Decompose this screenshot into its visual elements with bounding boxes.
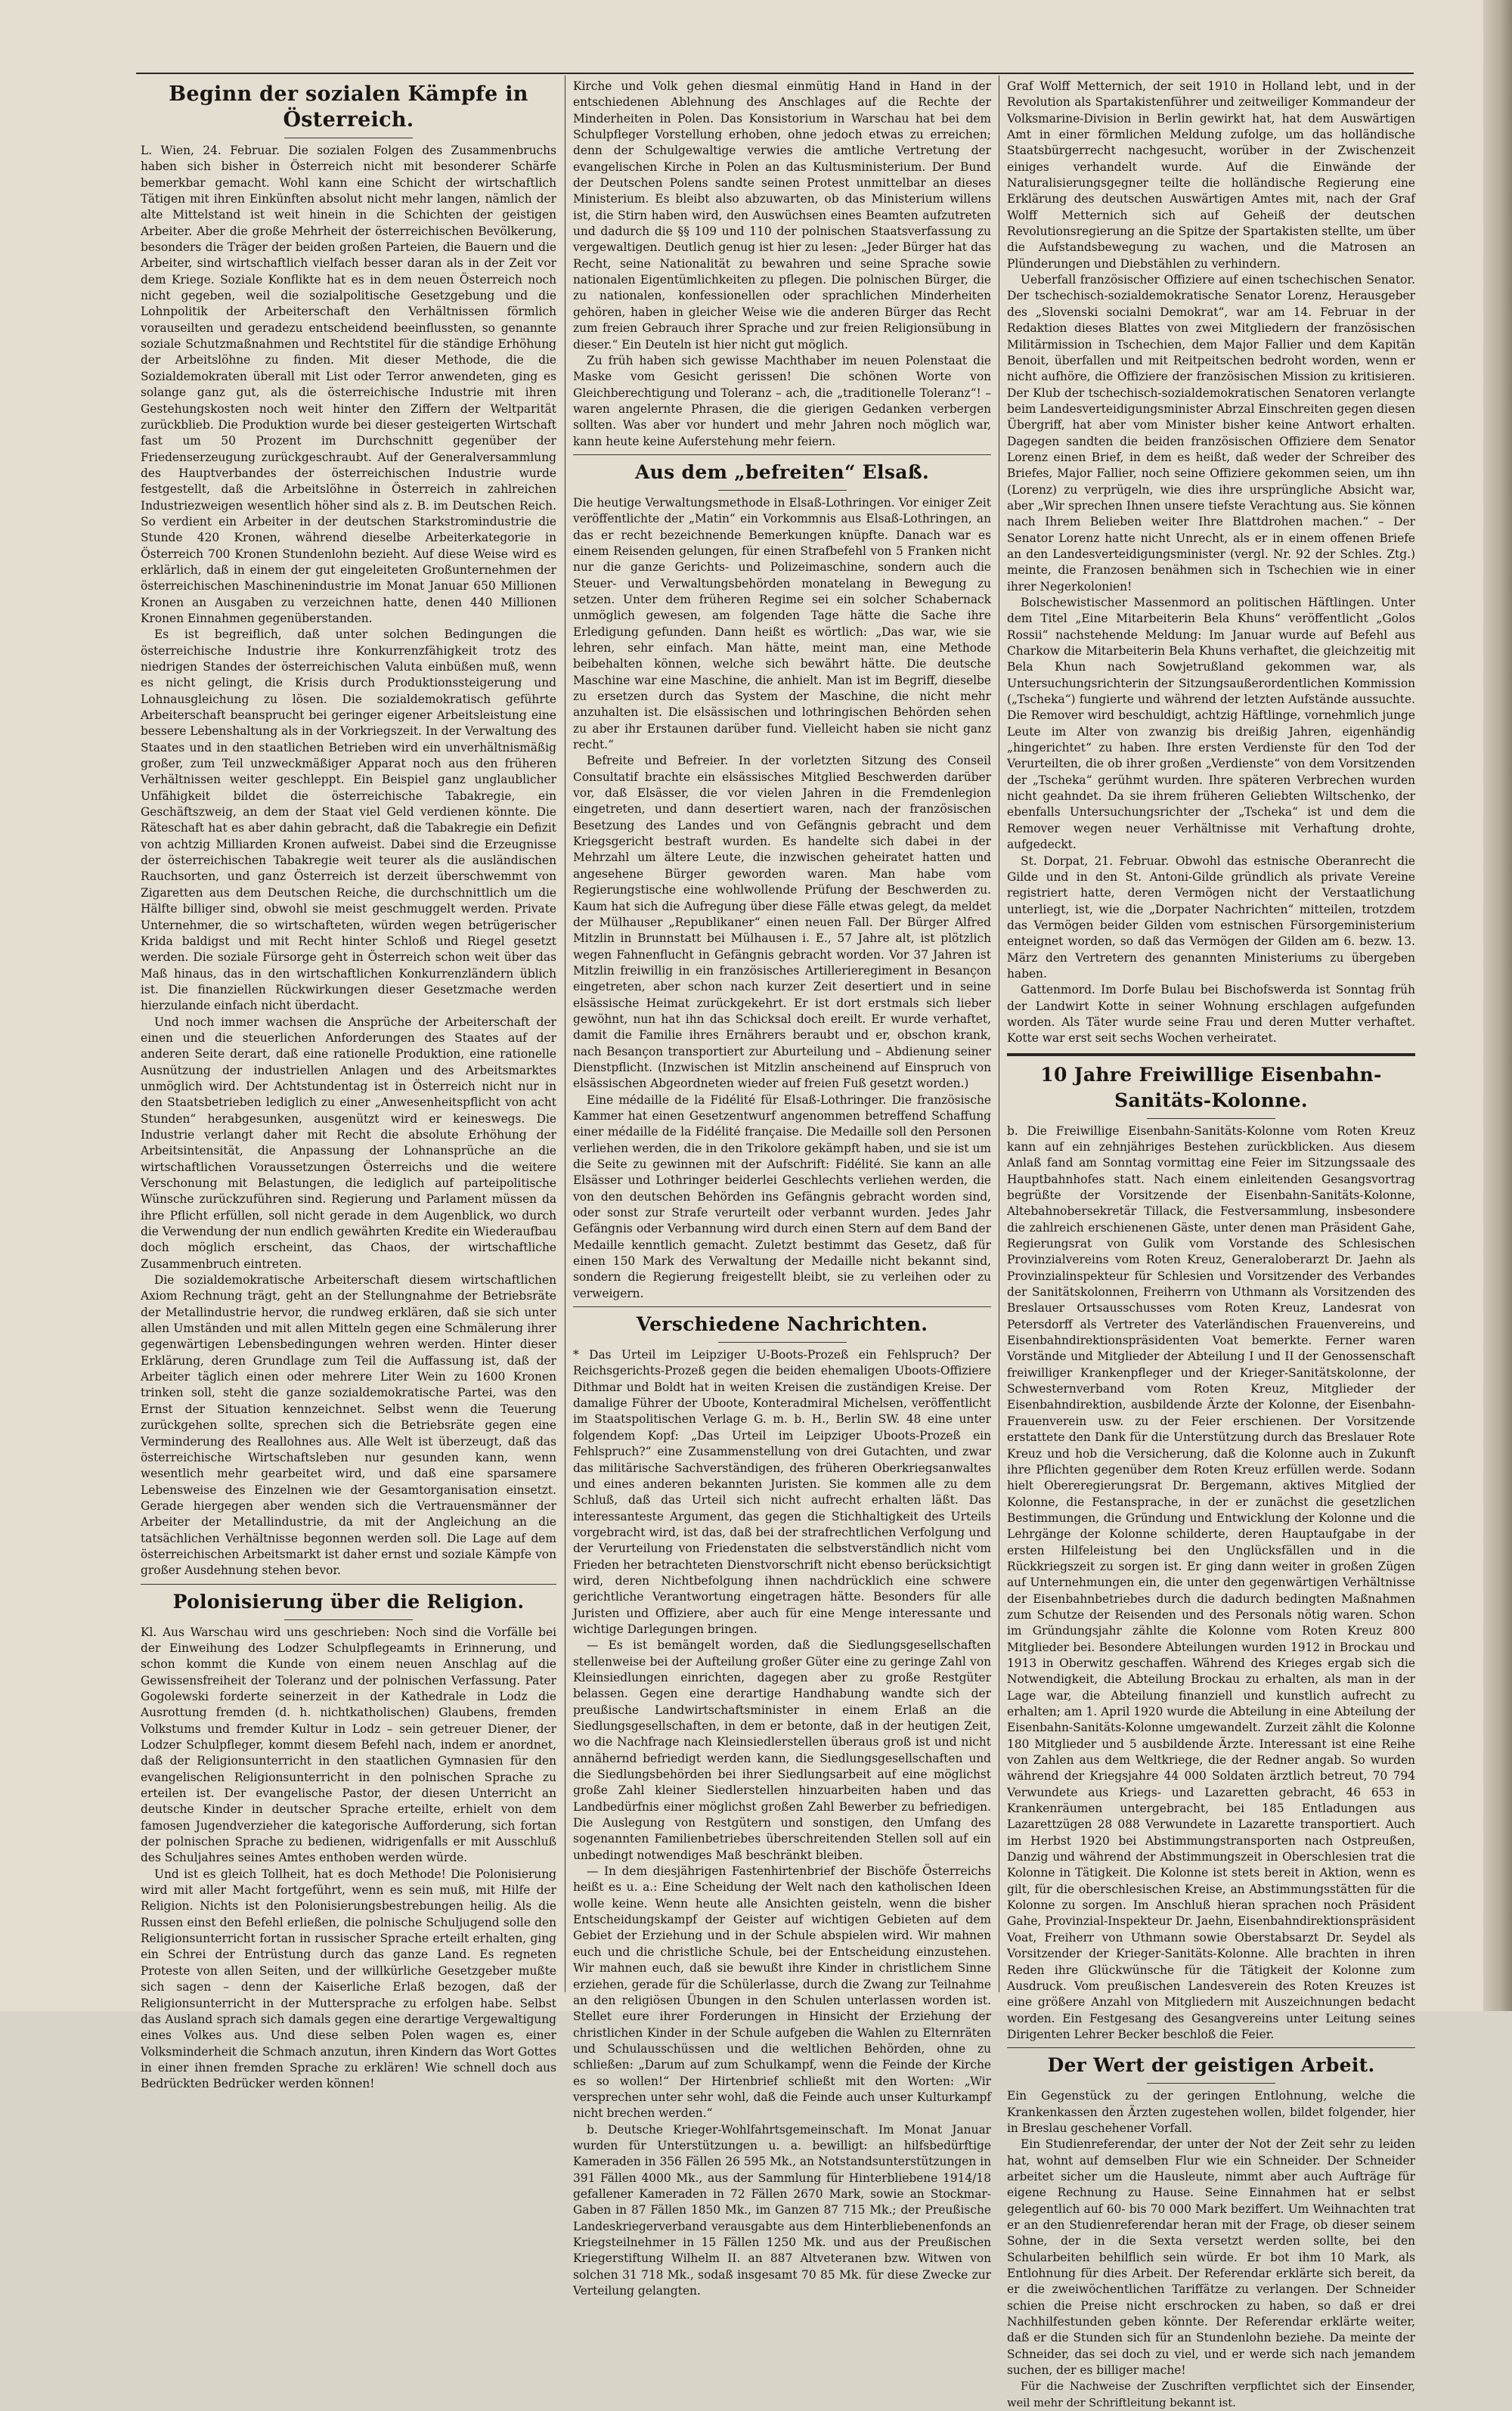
- article-divider: [141, 1584, 556, 1585]
- article-divider: [573, 454, 991, 455]
- top-rule: [136, 73, 1414, 74]
- column-2: [573, 79, 991, 2298]
- article-paragraph: Es ist begreiflich, daß unter solchen Bedingungen die österreichische Industrie ihre Konkurrenzfähigkeit trotz des niedrigen Standes der österreichischen Valuta einbüßen muß, wenn es nicht gelingt, die Krisis durch Produktionssteigerung und Lohnausgleichung zu lösen. Die sozialdemokratisch geführte Arbeiterschaft beansprucht bei geringer eigener Arbeitsleistung eine bessere Lebenshaltung als in der Vorkriegszeit. In der Verwaltung des Staates und in den staatlichen Betrieben wird ein unverhältnismäßig großer, zum Teil unzweckmäßiger Apparat noch aus den früheren Verhältnissen weiter geschleppt. Ein Beispiel ganz unglaublicher Unfähigkeit bildet die österreichische Tabakregie, ein Geschäftszweig, an dem der Staat viel Geld verdienen könnte. Die Räteschaft hat es aber dahin gebracht, daß die Tabakregie ein Defizit von achtzig Milliarden Kronen aufweist. Dabei sind die Erzeugnisse der österreichischen Tabakregie weit teurer als die ausländischen Rauchsorten, und ganz Österreich ist derzeit überschwemmt von Zigaretten aus dem Deutschen Reiche, die durchschnittlich um die Hälfte billiger sind, obwohl sie meist geschmuggelt werden. Private Unternehmer, die so wirtschafteten, würden wegen betrügerischer Krida baldigst und mit Recht hinter Schloß und Riegel gesetzt werden. Die soziale Fürsorge geht in Österreich schon weit über das Maß hinaus, das in den wirtschaftlichen Konkurrenzländern üblich ist. Die finanziellen Rückwirkungen dieser Gesetzmache werden hierzulande einfach nicht überdacht.: [141, 628, 556, 1013]
- article-paragraph: b. Deutsche Krieger-Wohlfahrtsgemeinschaft. Im Monat Januar wurden für Unterstützungen u. a. bewilligt: an hilfsbedürftige Kameraden in 356 Fällen 26 595 Mk., an Notstandsunterstützungen in 391 Fällen 4000 Mk., aus der Sammlung für Hinterbliebene 1914/18 gefallener Kameraden in 72 Fällen 2670 Mark, sowie an Stockmar-Gaben in 87 Fällen 1850 Mk., im Ganzen 87 715 Mk.; der Preußische Landeskriegerverband verausgabte aus dem Hinterbliebenenfonds an Kriegsteilnehmer in 15 Fällen 1250 Mk. und aus der Preußischen Kriegerstiftung Wilhelm II. an 887 Altveteranen bzw. Witwen von solchen 31 718 Mk., sodaß insgesamt 70 85 Mk. für diese Zwecke zur Verteilung gelangten.: [573, 2122, 991, 2298]
- article-paragraph: Ueberfall französischer Offiziere auf einen tschechischen Senator. Der tschechisch-sozialdemokratische Senator Lorenz, Herausgeber des „Slovenski socialni Demokrat“, war am 14. Februar in der Redaktion dieses Blattes von zwei Mitgliedern der französischen Militärmission in Tschechien, dem Major Fallier und dem Kapitän Benoit, überfallen und mit Reitpeitschen bedroht worden, wenn er nicht aufhöre, die Offiziere der französischen Mission zu kritisieren. Der Klub der tschechisch-sozialdemokratischen Senatoren verlangte beim Landesverteidigungsminister Abrzal Einschreiten gegen diesen Übergriff, hat aber vom Minister bisher keine Antwort erhalten. Dagegen sandten die beiden französischen Offiziere dem Senator Lorenz einen Brief, in dem es heißt, daß weder der Schreiber des Briefes, Major Fallier, noch seine Offiziere gekommen seien, um ihn (Lorenz) zu verprügeln, wie dies ihre ursprüngliche Absicht war, aber „Wir sprechen Ihnen unsere tiefste Verachtung aus. Sie können nach Ihrem Belieben weiter Ihre Blattdrohen machen.“ – Der Senator Lorenz hatte nicht Unrecht, als er in einem offenen Briefe an den Landesverteidigungsminister (vergl. Nr. 92 der Schles. Ztg.) meinte, die Franzosen benähmen sich in Tschechien wie in einer ihrer Negerkolonien!: [1007, 273, 1415, 593]
- article-paragraph: Kirche und Volk gehen diesmal einmütig Hand in Hand in der entschiedenen Ablehnung des Anschlages auf die Rechte der Minderheiten in Polen. Das Konsistorium in Warschau hat bei dem Schulpfleger Vorstellung erhoben, ohne jedoch etwas zu erreichen; denn der Schulgewaltige verwies die amtliche Vertretung der evangelischen Kirche in Polen an das Kultusministerium. Der Bund der Deutschen Polens sandte seinen Protest unmittelbar an dieses Ministerium. Es bleibt also abzuwarten, ob das Ministerium willens ist, die Stirn haben wird, den Auswüchsen eines Beamten aufzutreten und dadurch die §§ 109 und 110 der polnischen Staatsverfassung zu vergewaltigen. Deutlich genug ist hier zu lesen: „Jeder Bürger hat das Recht, seine Nationalität zu bewahren und seine Sprache sowie nationalen Eigentümlichkeiten zu pflegen. Die polnischen Bürger, die zu nationalen, konfessionellen oder sprachlichen Minderheiten gehören, haben in gleicher Weise wie die anderen Bürger das Recht zum freien Gebrauch ihrer Sprache und zur freien Religionsübung in dieser.“ Ein Deuteln ist hier nicht gut möglich.: [573, 79, 991, 352]
- article-title-sanitary-column: 10 Jahre Freiwillige Eisenbahn-Sanitäts-Kolonne.: [1040, 1063, 1382, 1111]
- title-rule: [718, 1342, 847, 1343]
- article-paragraph: b. Die Freiwillige Eisenbahn-Sanitäts-Kolonne vom Roten Kreuz kann auf ein zehnjähriges Bestehen zurückblicken. Aus diesem Anlaß fand am Sonntag vormittag eine Feier im Sitzungssaale des Hauptbahnhofes statt. Nach einem einleitenden Gesangsvortrag begrüßte der Vorsitzende der Eisenbahn-Sanitäts-Kolonne, Altebahnobersekretär Tillack, die Festversammlung, insbesondere die zahlreich erschienenen Gäste, unter denen man Präsident Gahe, Regierungsrat von Gulik vom Vorstande des Schlesischen Provinzialvereins vom Roten Kreuz, Generaloberarzt Dr. Jaehn als Provinzialinspekteur für Schlesien und Vorsitzender des Verbandes der Sanitätskolonnen, Freiherrn von Uthmann als Vorsitzenden des Breslauer Ortsausschusses vom Roten Kreuz, Landesrat von Petersdorff als Vertreter des Vaterländischen Frauenvereins, und Eisenbahndirektionspräsidenten Voat bemerkte. Ferner waren Vorstände und Mitglieder der Abteilung I und II der Genossenschaft freiwilliger Krankenpfleger und der Krieger-Sanitätskolonne, der Schwesternverband vom Roten Kreuz, Mitglieder der Eisenbahndirektion, ausbildende Ärzte der Kolonne, der Eisenbahn-Frauenverein usw. zu der Feier erschienen. Der Vorsitzende erstattete den Dank für die Unterstützung durch das Breslauer Rote Kreuz und hob die Versicherung, daß die Kolonne auch in Zukunft ihre Pflichten gegenüber dem Roten Kreuz erfüllen werde. Sodann hielt Obereregierungsrat Dr. Bergemann, aktives Mitglied der Kolonne, die Festansprache, in der er zunächst die gesetzlichen Bestimmungen, die Gründung und Entwicklung der Kolonne und die Lehrgänge der Kolonne schilderte, deren Hauptaufgabe in der ersten Hilfeleistung bei den Unglücksfällen und in die Rückkriegszeit zu sorgen ist. Er ging dann weiter in großen Zügen auf Unternehmungen ein, die unter den gegenwärtigen Verhältnisse der Eisenbahnbetriebes durch die dadurch bedingten Maßnahmen zum Schutze der Reisenden und des Personals nötig waren. Schon im Gründungsjahr zählte die Kolonne vom Roten Kreuz 800 Mitglieder bei. Besondere Abteilungen wurden 1912 in Brockau und 1913 in Oberwitz geschaffen. Während des Krieges ergab sich die Notwendigkeit, die Abteilung Brockau zu erhalten, als man in der Lage war, die Abteilung finanziell und kunstlich aufrecht zu erhalten; am 1. April 1920 wurde die Abteilung in eine Abteilung der Eisenbahn-Sanitäts-Kolonne umgewandelt. Zurzeit zählt die Kolonne 180 Mitglieder und 5 ausbildende Ärzte. Interessant ist eine Reihe von Zahlen aus dem Weltkriege, die der Redner angab. So wurden während der Kriegsjahre 44 000 Soldaten ärztlich betreut, 70 794 Verwundete aus Kriegs- und Lazaretten gebracht, 46 653 in Krankenräumen untergebracht, bei 185 Entladungen aus Lazarettzügen 28 088 Verwundete in Lazarette transportiert. Auch im Herbst 1920 bei Abstimmungstransporten nach Ostpreußen, Danzig und während der Abstimmungszeit in Oberschlesien trat die Kolonne in Tätigkeit. Die Kolonne ist stets bereit in Aktion, wenn es gilt, für die oberschlesischen Kreise, an Abstimmungsstätten für die Kolonne zu sorgen. Im Anschluß hieran sprachen noch Präsident Gahe, Provinzial-Inspekteur Dr. Jaehn, Eisenbahndirektionspräsident Voat, Freiherr von Uthmann sowie Oberstabsarzt Dr. Seydel als Vorsitzender der Krieger-Sanitäts-Kolonne. Alle brachten in ihren Reden ihre Glückwünsche für die Tätigkeit der Kolonne zum Ausdruck. Vom preußischen Landesverein des Roten Kreuzes ist eine größere Anzahl von Mitgliedern mit Auszeichnungen bedacht worden. Ein Festgesang des Gesangvereins unter Leitung seines Dirigenten Lehrer Becker beschloß die Feier.: [1007, 1123, 1415, 2041]
- article-title-intellectual-work: Der Wert der geistigen Arbeit.: [1047, 2054, 1375, 2077]
- article-paragraph: Ein Gegenstück zu der geringen Entlohnung, welche die Krankenkassen den Ärzten zugestehen wollen, bildet folgender, hier in Breslau geschehener Vorfall.: [1007, 2089, 1415, 2135]
- article-paragraph: Die heutige Verwaltungsmethode in Elsaß-Lothringen. Vor einiger Zeit veröffentlichte der „Matin“ ein Vorkommnis aus Elsaß-Lothringen, an das er recht bezeichnende Bemerkungen knüpfte. Danach war es einem Reisenden gelungen, für einen Strafbefehl von 5 Franken nicht nur die ganze Gerichts- und Polizeimaschine, sondern auch die Steuer- und Verwaltungsbehörden monatelang in Bewegung zu setzen. Unter dem früheren Regime sei ein solcher Schabernack unmöglich gewesen, am folgenden Tage hätte die Sache ihre Erledigung gefunden. Dann heißt es wörtlich: „Das war, wie sie lehren, sehr einfach. Man hätte, meint man, eine Methode beibehalten können, welche sich bewährt hätte. Die deutsche Maschine war eine Maschine, die anhielt. Man ist im Begriff, dieselbe zu ersetzen durch das System der Maschine, die nicht mehr anzuhalten ist. Die elsässischen und lothringischen Behörden sehen zu aber ihr Erstaunen darüber fund. Vielleicht haben sie nicht ganz recht.“: [573, 495, 991, 752]
- column-1: [141, 79, 556, 2091]
- title-rule: [1147, 2083, 1275, 2084]
- article-paragraph: L. Wien, 24. Februar. Die sozialen Folgen des Zusammenbruchs haben sich bisher in Österreich nicht mit besonderer Schärfe bemerkbar gemacht. Wohl kann eine Schicht der wirtschaftlich Tätigen mit ihren Einkünften absolut nicht mehr langen, nämlich der alte Mittelstand ist weit hinein in die Schichten der geistigen Arbeiter. Aber die große Mehrheit der österreichischen Bevölkerung, besonders die Träger der beiden großen Parteien, die Bauern und die Arbeiter, sind wirtschaftlich vielfach besser daran als in der Zeit vor dem Kriege. Soziale Konflikte hat es in dem neuen Österreich noch nicht gegeben, weil die sozialpolitische Gesetzgebung und die Lohnpolitik der Arbeiterschaft den Verhältnissen förmlich vorauseilten und geradezu entscheidend beeinflussten, so genannte soziale Schutzmaßnahmen und Rechtstitel für die ständige Erhöhung der Arbeitslöhne zu finden. Mit dieser Methode, die die Sozialdemokraten überall mit List oder Terror anwendeten, ging es solange ganz gut, als die österreichische Industrie mit ihren Gestehungskosten noch weit hinter den Ziffern der Weltparität zurückblieb. Die Produktion wurde bei dieser gesteigerten Wirtschaft fast um 50 Prozent im Durchschnitt gegenüber der Friedenserzeugung zurückgeschraubt. Auf der Generalversammlung des Hauptverbandes der österreichischen Industrie wurde festgestellt, daß die Arbeitslöhne in Österreich in zahlreichen Industriezweigen wesentlich höher sind als z. B. im Deutschen Reich. So verdient ein Arbeiter in der deutschen Starkstromindustrie die Stunde 420 Kronen, während dieselbe Arbeiterkategorie in Österreich 700 Kronen Stundenlohn bezieht. Auf diese Weise wird es erklärlich, daß in einem der gut eingeleiteten Großunternehmen der österreichischen Maschinenindustrie im Monat Januar 650 Millionen Kronen an Ausgaben zu verzeichnen hatte, denen 440 Millionen Kronen Einnahmen gegenüberstanden.: [141, 144, 556, 625]
- article-paragraph: Eine médaille de la Fidélité für Elsaß-Lothringer. Die französische Kammer hat einen Gesetzentwurf angenommen betreffend Schaffung einer médaille de la Fidélité française. Die Medaille soll den Personen verliehen werden, die in den Trikolore gekämpft haben, und sie ist um die Seite zu gewinnen mit der Aufschrift: Fidélité. Sie kann an alle Elsässer und Lothringer beiderlei Geschlechts verliehen werden, die von den deutschen Behörden ins Gefängnis gebracht worden sind, oder sonst zur Strafe verurteilt oder verbannt wurden. Jedes Jahr Gefängnis oder Verbannung wird durch einen Stern auf dem Band der Medaille kenntlich gemacht. Zuletzt bestimmt das Gesetz, daß für einen 150 Mark des Verwaltung der Medaille nicht bekannt sind, sondern die Regierung freigestellt bleibt, sie zu verleihen oder zu verweigern.: [573, 1092, 991, 1300]
- article-paragraph: * Das Urteil im Leipziger U-Boots-Prozeß ein Fehlspruch? Der Reichsgerichts-Prozeß gegen die beiden ehemaligen Uboots-Offiziere Dithmar und Boldt hat in weiten Kreisen die zuständigen Kreise. Der damalige Führer der Uboote, Konteradmiral Michelsen, veröffentlicht im Staatspolitischen Verlage G. m. b. H., Berlin SW. 48 eine unter folgendem Kopf: „Das Urteil im Leipziger Uboots-Prozeß ein Fehlspruch?“ eine Zusammenstellung von drei Gutachten, und zwar das militärische Sachverständigen, des früheren Oberkriegsanwaltes und eines anderen bekannten Juristen. Sie kommen alle zu dem Schluß, daß das Urteil sich nicht aufrecht erhalten läßt. Das interessanteste Argument, das gegen die Stichhaltigkeit des Urteils vorgebracht wird, ist das, daß bei der strafrechtlichen Verfolgung und der Verurteilung von Friedenstaten die selbstverständlich nicht vom Frieden her betrachteten Dienstvorschrift nicht ebenso berücksichtigt wird, deren Nichtbefolgung ihnen nachdrücklich eine schwere gerichtliche Verantwortung eingetragen hätte. Besonders für alle Juristen und Offiziere, aber auch für eine Menge interessante und wichtige Darlegungen bringen.: [573, 1348, 991, 1636]
- article-footnote: Für die Nachweise der Zuschriften verpflichtet sich der Einsender, weil mehr der Schriftleitung bekannt ist.: [1007, 2380, 1415, 2409]
- column-3: [1007, 79, 1415, 2409]
- title-rule: [284, 1619, 413, 1620]
- article-title-alsace: Aus dem „befreiten“ Elsaß.: [634, 460, 930, 483]
- article-title-polonization: Polonisierung über die Religion.: [172, 1590, 525, 1613]
- article-divider: [573, 1306, 991, 1307]
- title-rule: [718, 490, 847, 491]
- article-paragraph: Und ist es gleich Tollheit, hat es doch Methode! Die Polonisierung wird mit aller Macht fortgeführt, wenn es sein muß, mit Hilfe der Religion. Nichts ist den Polonisierungsbestrebungen heilig. Als die Russen einst den Befehl erließen, die polnische Schuljugend solle den Religionsunterricht fortan in russischer Sprache erteilt erhalten, ging ein Schrei der Entrüstung durch das ganze Land. Es regneten Proteste von allen Seiten, und der willkürliche Gesetzgeber mußte sich sagen – denn der Kaiserliche Erlaß bezogen, daß der Religionsunterricht in der Muttersprache zu erfolgen habe. Selbst das Ausland sprach sich damals gegen eine derartige Vergewaltigung eines Volkes aus. Und diese selben Polen wagen es, einer Volksminderheit die Schmach anzutun, ihren Kindern das Wort Gottes in einer ihnen fremden Sprache zu erklären! Wie schnell doch aus Bedrückten Bedrücker werden können!: [141, 1867, 556, 2091]
- article-paragraph: Bolschewistischer Massenmord an politischen Häftlingen. Unter dem Titel „Eine Mitarbeiterin Bela Khuns“ veröffentlicht „Golos Rossii“ nachstehende Meldung: Im Januar wurde auf Befehl aus Charkow die Mitarbeiterin Bela Khuns verhaftet, die gleichzeitig mit Bela Khun nach Sowjetrußland gekommen war, als Untersuchungsrichterin der Sitzungsaußerordentlichen Kommission („Tscheka“) fungierte und während der letzten Aufstände aussuchte. Die Remover wird beschuldigt, achtzig Häftlinge, vornehmlich junge Leute im Alter von zwanzig bis dreißig Jahren, eigenhändig „hingerichtet“ zu haben. Ihre ersten Verdienste für den Tod der Verurteilten, die ob ihrer großen „Verdienste“ von dem Vorsitzenden der „Tscheka“ gerühmt wurden. Ihre späteren Verbrechen wurden nicht geahndet. Da sie ihrem früheren Geliebten Wiltschenko, der ebenfalls Untersuchungsrichter der „Tscheka“ ist und dem die Remover wegen neuer Verhältnisse mit Verhaftung drohte, aufgedeckt.: [1007, 596, 1415, 852]
- article-paragraph: — In dem diesjährigen Fastenhirtenbrief der Bischöfe Österreichs heißt es u. a.: Eine Scheidung der Welt nach den katholischen Ideen wolle keine. Wenn heute alle Ansichten geisteln, wenn die bisher Entscheidungskampf der Geister auf wichtigen Gebieten auf dem Gebiet der Erziehung und in der Schule abspielen wird. Wir mahnen euch und die christliche Schule, bei der Entscheidung einzustehen. Wir mahnen euch, daß sie bewußt ihre Kinder in christlichem Sinne erziehen, gerade für die Schülerlasse, durch die Zwang zur Teilnahme an den religiösen Übungen in den Schulen unterlassen worden ist. Stellet eure ihrer Forderungen in Hinsicht der Erziehung der christlichen Kinder in der Schule aufgeben die Wahlen zu Elternräten und Schulausschüssen und die weltlichen Behörden, ohne zu schließen: „Darum auf zum Schulkampf, wenn die Feinde der Kirche es so wollen!“ Der Hirtenbrief schließt mit den Worten: „Wir versprechen unter sehr wohl, daß die Feinde auch unser Kulturkampf nicht brechen werden.“: [573, 1864, 991, 2121]
- article-paragraph: Befreite und Befreier. In der vorletzten Sitzung des Conseil Consultatif brachte ein elsässisches Mitglied Beschwerden darüber vor, daß Elsässer, die vor vielen Jahren in die Fremdenlegion eingetreten, und dann desertiert waren, nach der französischen Besetzung des Landes und von Gefängnis gebracht und dem Kriegsgericht bestraft wurden. Es handelte sich dabei in der Mehrzahl um ältere Leute, die inzwischen geheiratet hatten und angesehene Bürger geworden waren. Man habe vom Regierungstische eine wohlwollende Prüfung der Beschwerden zu. Kaum hat sich die Aufregung über diese Fälle etwas gelegt, da meldet der Mülhauser „Republikaner“ einen neuen Fall. Der Bürger Alfred Mitzlin in Brunnstatt bei Mülhausen i. E., 57 Jahre alt, ist plötzlich wegen Fahnenflucht in Gefängnis gebracht worden. Vor 37 Jahren ist Mitzlin freiwillig in ein französisches Artillerieregiment in Besançon eingetreten, aber schon nach kurzer Zeit desertiert und in seine elsässische Heimat zurückgekehrt. Er ist dort erstmals sich lieber gewöhnt, nun hat ihn das Schicksal doch ereilt. Er wurde verhaftet, damit die Familie ihres Ernährers beraubt und er, obschon krank, nach Besançon transportiert zur Aburteilung und – Abdienung seiner Dienstpflicht. (Inzwischen ist Mitzlin anscheinend auf Einspruch von elsässischen Abgeordneten wieder auf freien Fuß gesetzt worden.): [573, 754, 991, 1091]
- article-paragraph: Zu früh haben sich gewisse Machthaber im neuen Polenstaat die Maske vom Gesicht gerissen! Die schönen Worte von Gleichberechtigung und Toleranz – ach, die „traditionelle Toleranz“! – waren angelernte Phrasen, die die gierigen Gedanken verbergen sollten. Was aber vor hundert und mehr Jahren noch möglich war, kann heute keine Auferstehung mehr feiern.: [573, 353, 991, 448]
- article-paragraph: Und noch immer wachsen die Ansprüche der Arbeiterschaft der einen und die steuerlichen Anforderungen des Staates auf der anderen Seite derart, daß eine rationelle Produktion, eine rationelle Ausnützung der industriellen Anlagen und des Arbeitsmarktes unmöglich wird. Der Achtstundentag ist in Österreich nicht nur in den Staatsbetrieben lediglich zu einer „Anwesenheitspflicht von acht Stunden“ herabgesunken, ausgenützt wird er keineswegs. Die Industrie verlangt daher mit Recht die absolute Erhöhung der Arbeitsintensität, die Anpassung der Lohnansprüche an die wirtschaftlichen Voraussetzungen Österreichs und die weitere Verschonung mit Belastungen, die lediglich auf parteipolitische Wünsche zurückzuführen sind. Regierung und Parlament müssen da ihre Pflicht erfüllen, soll nicht gerade in dem Augenblick, wo durch die Verwendung der nun endlich gewährten Kredite ein Wiederaufbau doch möglich erscheint, das Chaos, der wirtschaftliche Zusammenbruch eintreten.: [141, 1015, 556, 1271]
- article-paragraph: Graf Wolff Metternich, der seit 1910 in Holland lebt, und in der Revolution als Spartakistenführer und zeitweiliger Kommandeur der Volksmarine-Division in Berlin gewirkt hat, hat dem Auswärtigen Amt in einer förmlichen Meldung zufolge, um das holländische Staatsbürgerrecht nachgesucht, worüber in der Zwischenzeit einiges verhandelt wurde. Auf die Einwände der Naturalisierungsgegner teilte die holländische Regierung eine Erklärung des deutschen Auswärtigen Amtes mit, nach der Graf Wolff Metternich sich auf Geheiß der deutschen Revolutionsregierung an die Spitze der Spartakisten stellte, um über die Aufstandsbewegung zu wachen, und die Matrosen an Plünderungen und Diebstählen zu verhindern.: [1007, 79, 1415, 271]
- article-paragraph: — Es ist bemängelt worden, daß die Siedlungsgesellschaften stellenweise bei der Aufteilung großer Güter eine zu geringe Zahl von Kleinsiedlungen einrichten, dagegen aber zu große Restgüter belassen. Gegen eine derartige Handhabung wandte sich der preußische Landwirtschaftsminister in einem Erlaß an die Siedlungsgesellschaften, in dem er betonte, daß in der heutigen Zeit, wo die Nachfrage nach Kleinsiedlerstellen überaus groß ist und nicht annähernd befriedigt werden kann, die Siedlungsgesellschaften und die Siedlungsbehörden bei ihrer Siedlungsarbeit auf eine möglichst große Zahl kleiner Siedlerstellen hinzuarbeiten haben und das Landbedürfnis einer möglichst großen Zahl Bewerber zu befriedigen. Die Auslegung von Restgütern und sonstigen, den Umfang des sogenannten Familienbetriebes überschreitenden Stellen soll auf ein unbedingt notwendiges Maß beschränkt bleiben.: [573, 1638, 991, 1862]
- article-title-news: Verschiedene Nachrichten.: [636, 1313, 928, 1336]
- page-binding-edge: [1483, 0, 1512, 2011]
- article-paragraph: Gattenmord. Im Dorfe Bulau bei Bischofswerda ist Sonntag früh der Landwirt Kotte in seiner Wohnung erschlagen aufgefunden worden. Als Täter wurde seine Frau und deren Mutter verhaftet. Kotte war erst seit sechs Wochen verheiratet.: [1007, 983, 1415, 1046]
- article-title-austria: Beginn der sozialen Kämpfe in Österreich.: [169, 82, 528, 132]
- article-paragraph: St. Dorpat, 21. Februar. Obwohl das estnische Oberanrecht die Gilde und in den St. Antoni-Gilde gründlich als private Vereine registriert hatte, deren Vermögen nicht der Verstaatlichung unterliegt, ist, wie die „Dorpater Nachrichten“ mitteilen, trotzdem das Vermögen beider Gilden vom estnischen Fürsorgeministerium enteignet worden, so daß das Vermögen der Gilden am 6. bezw. 13. März den Vertretern des genannten Ministeriums zu übergeben haben.: [1007, 854, 1415, 981]
- article-divider: [1007, 1053, 1415, 1056]
- article-paragraph: Ein Studienreferendar, der unter der Not der Zeit sehr zu leiden hat, wohnt auf demselben Flur wie ein Schneider. Der Schneider arbeitet sicher um die Hausleute, nimmt aber auch Aufträge für eigene Rechnung zu Hause. Seine Einnahmen hat er selbst gelegentlich auf 60- bis 70 000 Mark beziffert. Um Weihnachten trat er an den Studienreferendar heran mit der Frage, ob dieser seinem Sohne, der in die Sexta versetzt werden sollte, bei den Schularbeiten behilflich sein würde. Er bot ihm 10 Mark, als Entlohnung für dies Arbeit. Der Referendar erklärte sich bereit, da er die zweiwöchentlichen Tariffätze zu verlangen. Der Schneider schien die Preise nicht erschrocken zu haben, so daß er drei Nachhilfestunden geben könnte. Der Referendar erklärte weiter, daß er die Stunden sich für an Stundenlohn beziehe. Da meinte der Schneider, das sei doch zu viel, und er werde sich nach jemandem suchen, der es billiger mache!: [1007, 2137, 1415, 2378]
- article-paragraph: Die sozialdemokratische Arbeiterschaft diesem wirtschaftlichen Axiom Rechnung trägt, geht an der Stellungnahme der Betriebsräte der Metallindustrie hervor, die rundweg erklären, daß sie sich unter allen Umständen und mit allen Mitteln gegen eine Schmälerung ihrer gegenwärtigen Lebensbedingungen wehren werden. Hinter dieser Erklärung, deren Grundlage zum Teil die Auffassung ist, daß der Arbeiter täglich einen oder mehrere Liter Wein zu 1600 Kronen trinken soll, steht die ganze sozialdemokratische Partei, was den Ernst der Situation kennzeichnet. Selbst wenn die Teuerung zurückgehen sollte, sprechen sich die Betriebsräte gegen eine Verminderung des Reallohnes aus. Alle Welt ist überzeugt, daß das österreichische Wirtschaftsleben nur gesunden kann, wenn wesentlich mehr gearbeitet wird, und daß eine sparsamere Lebensweise des Einzelnen wie der Gesamtorganisation einsetzt. Gerade hiergegen aber wenden sich die Vertrauensmänner der Arbeiter der Metallindustrie, da mit der Angleichung an die tatsächlichen Verhältnisse begonnen werden soll. Die Lage auf dem österreichischen Arbeitsmarkt ist daher ernst und soziale Kämpfe von großer Ausdehnung stehen bevor.: [141, 1273, 556, 1578]
- article-paragraph: Kl. Aus Warschau wird uns geschrieben: Noch sind die Vorfälle bei der Einweihung des Lodzer Schulpflegeamts in Erinnerung, und schon kommt die Kunde von einem neuen Anschlag auf die Gewissensfreiheit der Toleranz und der polnischen Verfassung. Pater Gogolewski forderte seinerzeit in der Kathedrale in Lodz die Ausrottung fremden (d. h. nichtkatholischen) Glaubens, fremden Volkstums und fremder Kultur in Lodz – sein getreuer Diener, der Lodzer Schulpfleger, kommt diesem Befehl nach, indem er anordnet, daß der Religionsunterricht in den staatlichen Gymnasien für den evangelischen Religionsunterricht in den polnischen Sprache zu erteilen ist. Der evangelische Pastor, der diesen Unterricht an deutsche Kinder in deutscher Sprache erteilte, erhielt von dem famosen Jugendverzieher die kategorische Aufforderung, sich fortan der polnischen Sprache zu bedienen, widrigenfalls er mit Ausschluß des Schuljahres seines Amtes enthoben werden würde.: [141, 1625, 556, 1865]
- title-rule: [1147, 1118, 1275, 1119]
- article-divider: [1007, 2047, 1415, 2048]
